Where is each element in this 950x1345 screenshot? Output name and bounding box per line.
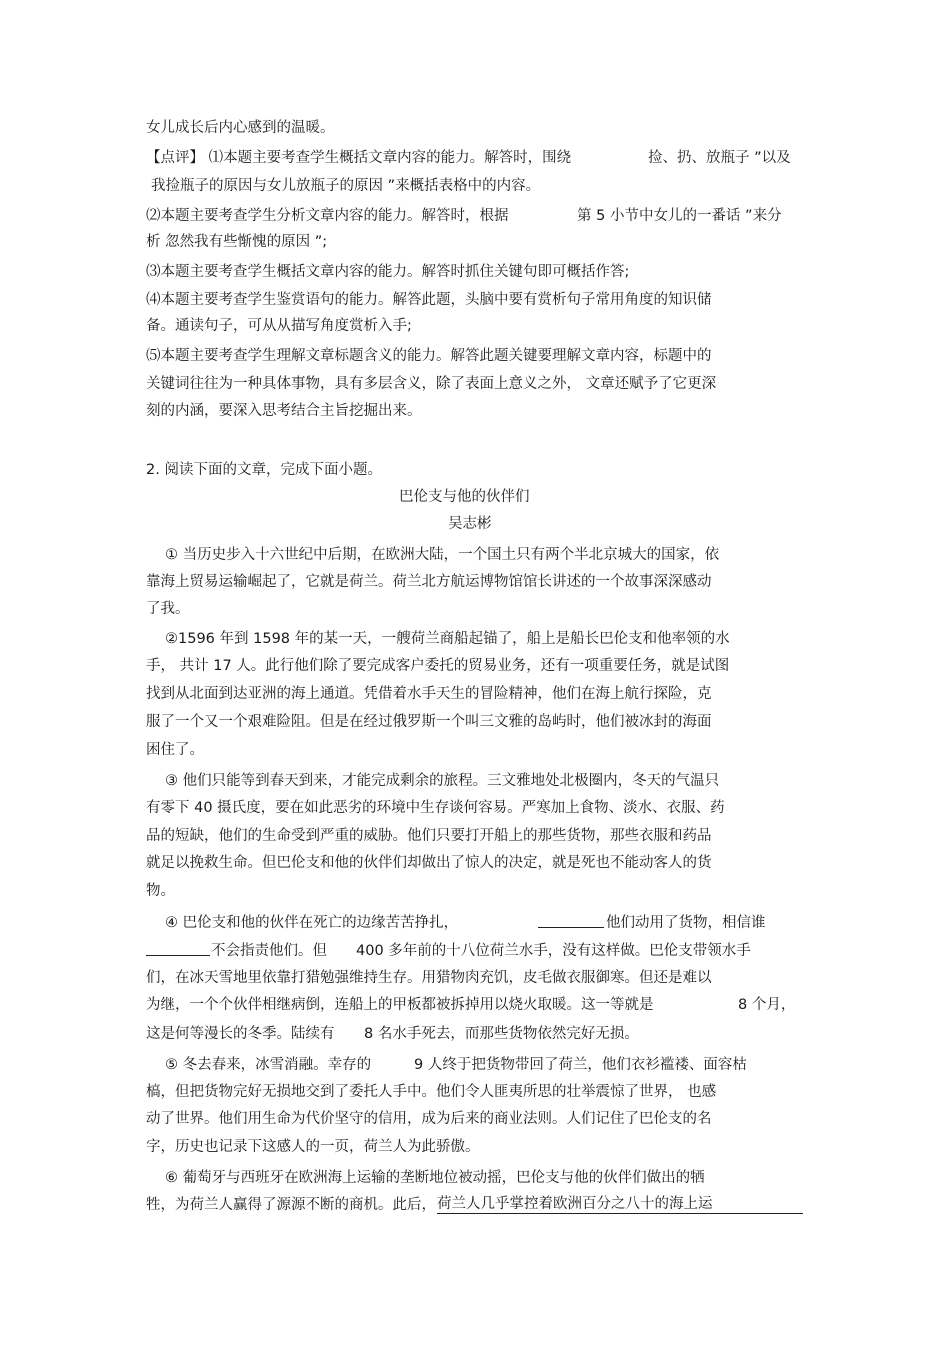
review-line: 第 5 小节中女儿的一番话 ”来分 xyxy=(577,208,782,224)
paragraph-4-line: 这是何等漫长的冬季。陆续有 xyxy=(146,1026,335,1042)
paragraph-3-line: 物。 xyxy=(146,883,175,899)
paragraph-2-line: ②1596 年到 1598 年的某一天，一艘荷兰商船起锚了，船上是船长巴伦支和他率领的水 xyxy=(165,631,730,647)
paragraph-4-line: ④ 巴伦支和他的伙伴在死亡的边缘苦苦挣扎， xyxy=(165,915,459,931)
review-line: 【点评】 ⑴本题主要考查学生概括文章内容的能力。解答时，围绕 xyxy=(146,150,572,166)
review-line: 析 忽然我有些惭愧的原因 ”; xyxy=(146,234,328,250)
paragraph-4-line: 8 名水手死去，而那些货物依然完好无损。 xyxy=(364,1026,639,1042)
paragraph-2-line: 困住了。 xyxy=(146,742,204,758)
answer-blank[interactable] xyxy=(538,913,604,928)
paragraph-4-line: 为继，一个个伙伴相继病倒，连船上的甲板都被拆掉用以烧火取暖。这一等就是 xyxy=(146,997,654,1013)
paragraph-5-line: 动了世界。他们用生命为代价坚守的信用，成为后来的商业法则。人们记住了巴伦支的名 xyxy=(146,1111,712,1127)
paragraph-4-line: 8 个月， xyxy=(738,997,796,1013)
paragraph-1-line: ① 当历史步入十六世纪中后期，在欧洲大陆，一个国土只有两个半北京城大的国家，依 xyxy=(165,547,720,563)
paragraph-4-line: 们，在冰天雪地里依靠打猎勉强维持生存。用猎物肉充饥，皮毛做衣服御寒。但还是难以 xyxy=(146,970,712,986)
paragraph-1-line: 靠海上贸易运输崛起了，它就是荷兰。荷兰北方航运博物馆馆长讲述的一个故事深深感动 xyxy=(146,574,712,590)
review-line: ⑵本题主要考查学生分析文章内容的能力。解答时，根据 xyxy=(146,208,509,224)
paragraph-3-line: ③ 他们只能等到春天到来，才能完成剩余的旅程。三文雅地处北极圈内，冬天的气温只 xyxy=(165,773,720,789)
paragraph-2-line: 找到从北面到达亚洲的海上通道。凭借着水手天生的冒险精神，他们在海上航行探险，克 xyxy=(146,686,712,702)
paragraph-5-line: 字，历史也记录下这感人的一页，荷兰人为此骄傲。 xyxy=(146,1139,480,1155)
paragraph-1-line: 了我。 xyxy=(146,601,190,617)
paragraph-3-line: 就足以挽救生命。但巴伦支和他的伙伴们却做出了惊人的决定，就是死也不能动客人的货 xyxy=(146,855,712,871)
paragraph-2-line: 服了一个又一个艰难险阻。但是在经过俄罗斯一个叫三文雅的岛屿时，他们被冰封的海面 xyxy=(146,714,712,730)
answer-blank[interactable] xyxy=(146,941,210,956)
paragraph-6-line: 牲，为荷兰人赢得了源源不断的商机。此后， xyxy=(146,1197,436,1213)
article-title: 巴伦支与他的伙伴们 xyxy=(399,489,530,505)
paragraph-6-line: ⑥ 葡萄牙与西班牙在欧洲海上运输的垄断地位被动摇，巴伦支与他的伙伴们做出的牺 xyxy=(165,1170,705,1186)
paragraph-5-line: ⑤ 冬去春来，冰雪消融。幸存的 xyxy=(165,1057,372,1073)
review-line: 捡、扔、放瓶子 ”以及 xyxy=(648,150,791,166)
paragraph-4-line: 400 多年前的十八位荷兰水手，没有这样做。巴伦支带领水手 xyxy=(356,943,751,959)
review-line: ⑷本题主要考查学生鉴赏语句的能力。解答此题，头脑中要有赏析句子常用角度的知识储 xyxy=(146,292,712,308)
paragraph-4-line: 不会指责他们。但 xyxy=(211,943,327,959)
paragraph-5-line: 槁，但把货物完好无损地交到了委托人手中。他们令人匪夷所思的壮举震惊了世界， 也感 xyxy=(146,1084,717,1100)
review-line: 刻的内涵，要深入思考结合主旨挖掘出来。 xyxy=(146,403,422,419)
underlined-sentence: 荷兰人几乎掌控着欧洲百分之八十的海上运 xyxy=(437,1195,803,1214)
review-line: 女儿成长后内心感到的温暖。 xyxy=(146,120,335,136)
review-line: 我捡瓶子的原因与女儿放瓶子的原因 ”来概括表格中的内容。 xyxy=(151,178,541,194)
paragraph-3-line: 有零下 40 摄氏度，要在如此恶劣的环境中生存谈何容易。严寒加上食物、淡水、衣服、药 xyxy=(146,800,725,816)
review-line: ⑶本题主要考查学生概括文章内容的能力。解答时抓住关键句即可概括作答; xyxy=(146,264,630,280)
paragraph-2-line: 手， 共计 17 人。此行他们除了要完成客户委托的贸易业务，还有一项重要任务，就是试图 xyxy=(146,658,730,674)
paragraph-5-line: 9 人终于把货物带回了荷兰，他们衣衫褴褛、面容枯 xyxy=(414,1057,747,1073)
review-line: ⑸本题主要考查学生理解文章标题含义的能力。解答此题关键要理解文章内容，标题中的 xyxy=(146,348,712,364)
article-author: 吴志彬 xyxy=(448,516,492,532)
paragraph-3-line: 品的短缺，他们的生命受到严重的威胁。他们只要打开船上的那些货物，那些衣服和药品 xyxy=(146,828,712,844)
question-prompt: 2. 阅读下面的文章，完成下面小题。 xyxy=(146,462,382,478)
review-line: 备。通读句子，可从从描写角度赏析入手; xyxy=(146,318,412,334)
review-line: 关键词往往为一种具体事物，具有多层含义，除了表面上意义之外， 文章还赋予了它更深 xyxy=(146,376,717,392)
paragraph-4-line: 他们动用了货物，相信谁 xyxy=(606,915,766,931)
